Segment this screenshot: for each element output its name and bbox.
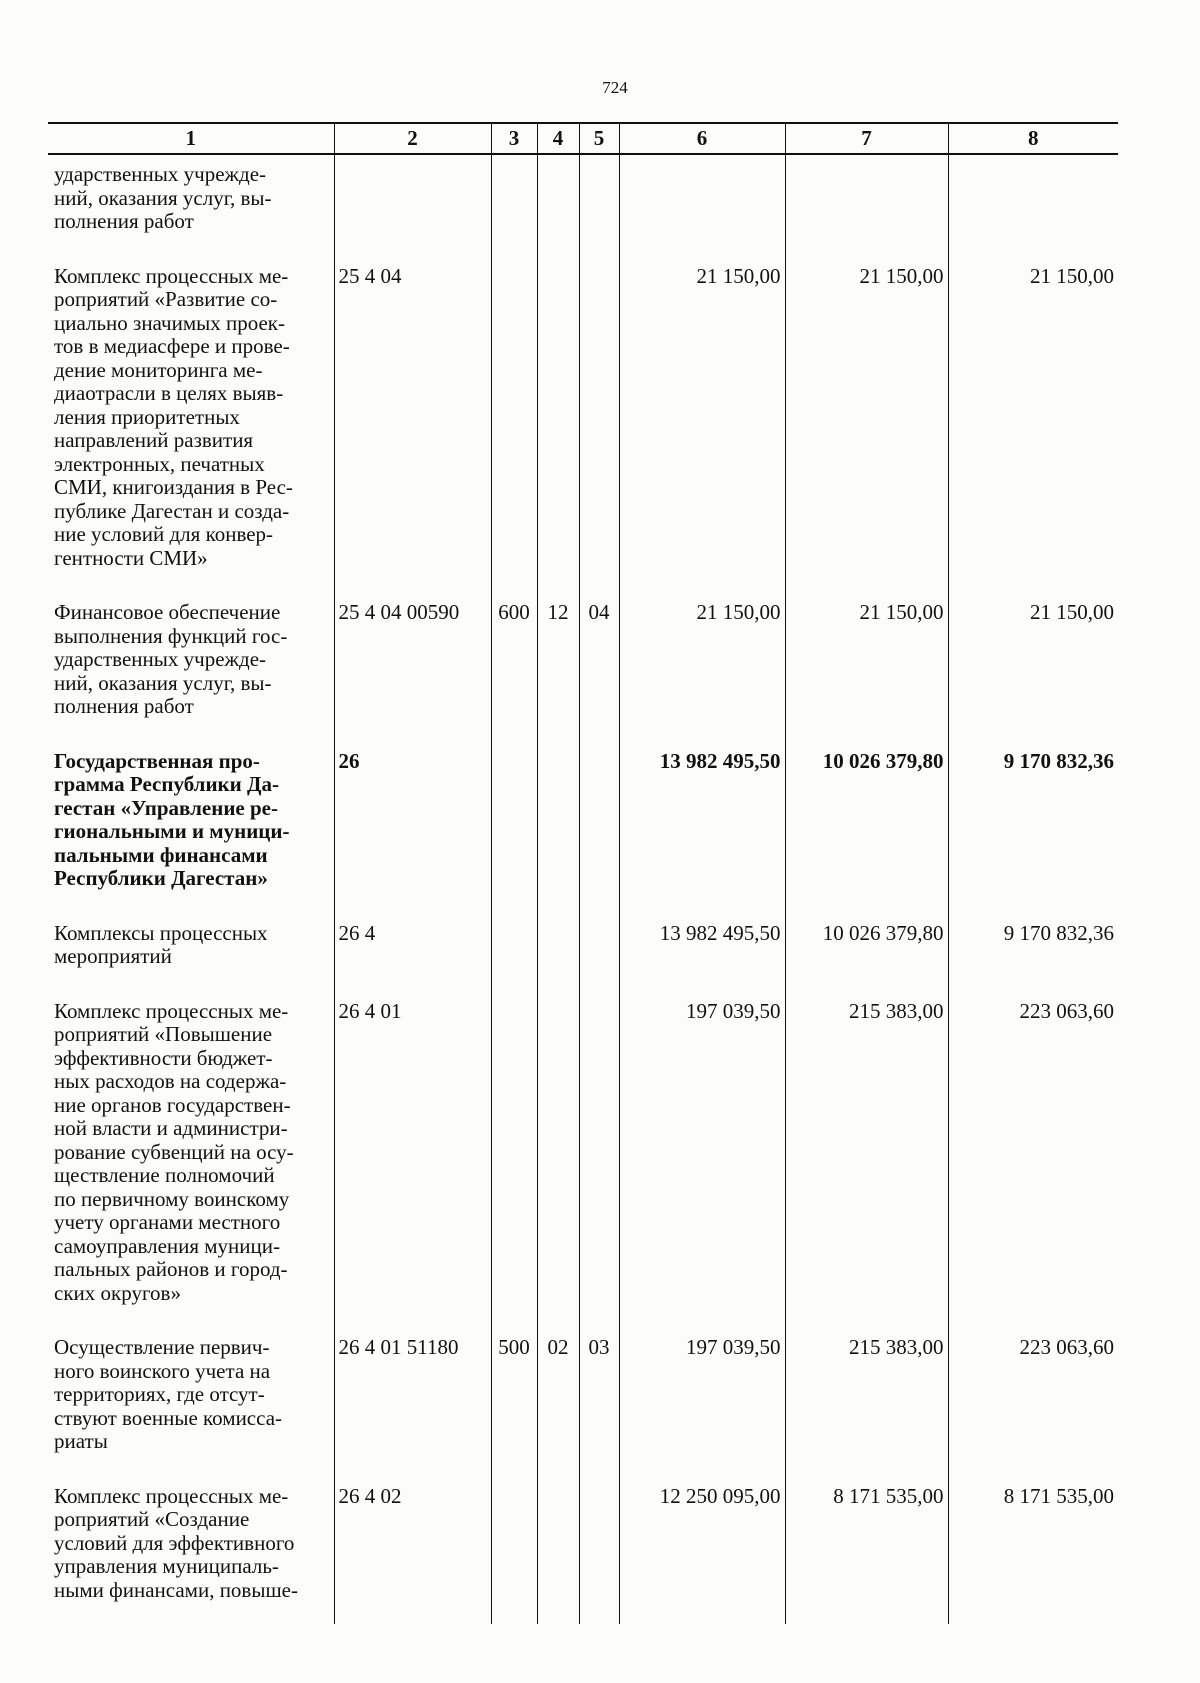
row-name-line: полнения работ [54,209,194,233]
table-row [48,922,1118,1000]
row-col5-cell [579,922,619,1000]
row-name-line: Комплекс процессных ме- [54,998,289,1023]
row-col3-cell: 500 [491,1336,537,1485]
row-name-line: управления муниципаль- [54,1554,279,1578]
row-amount-col6-cell [619,154,785,265]
row-name-line: публике Дагестан и созда- [54,498,290,523]
row-amount-col7-cell: 215 383,00 [785,1336,948,1485]
row-name-line: СМИ, книгоиздания в Рес- [54,475,293,499]
row-amount-col8-cell: 9 170 832,36 [948,922,1118,1000]
row-col5-cell [579,1000,619,1337]
row-col4-cell [537,265,579,602]
row-col5-cell [579,265,619,602]
row-name-line: грамма Республики Да- [54,772,279,796]
row-name-cell [48,1000,334,1337]
row-name-line: гиональными и муници- [54,819,290,843]
row-name-line: роприятий «Повышение [54,1022,273,1046]
row-name-line: ударственных учрежде- [54,647,267,671]
row-amount-col7-cell [785,154,948,265]
row-name-line: территориях, где отсут- [54,1382,265,1406]
table-body [48,154,1118,1624]
row-name-line: ние органов государствен- [54,1092,291,1117]
row-col5-cell: 04 [579,601,619,750]
row-col3-cell [491,154,537,265]
row-col5-cell [579,154,619,265]
row-amount-col7-cell: 10 026 379,80 [785,922,948,1000]
column-header: 4 [537,123,579,154]
row-amount-col8-cell: 21 150,00 [948,601,1118,750]
row-amount-col8-cell: 21 150,00 [948,265,1118,602]
table-header-row [48,123,1118,154]
row-col5-cell [579,750,619,922]
row-name-line: учету органами местного [54,1210,281,1234]
row-col3-cell: 600 [491,601,537,750]
row-col4-cell [537,750,579,922]
row-name-cell [48,1336,334,1485]
row-name-line: ных расходов на содержа- [54,1069,287,1093]
row-name-line: ными финансами, повыше- [54,1577,298,1602]
row-name-line: ной власти и администри- [54,1116,288,1140]
row-amount-col6-cell: 12 250 095,00 [619,1485,785,1625]
table-row [48,265,1118,602]
table-row [48,154,1118,265]
row-name-line: направлений развития [54,428,254,452]
row-name-line: роприятий «Развитие со- [54,287,278,311]
row-name-line: ние условий для конвер- [54,522,274,546]
row-code-cell: 26 4 [334,922,491,1000]
row-name-cell [48,750,334,922]
row-col3-cell [491,1485,537,1625]
row-col3-cell [491,922,537,1000]
row-col3-cell [491,1000,537,1337]
row-amount-col6-cell: 21 150,00 [619,265,785,602]
row-name-line: ний, оказания услуг, вы- [54,670,272,695]
table-row [48,1000,1118,1337]
row-name-line: ствуют военные комисса- [54,1405,283,1430]
row-amount-col7-cell: 21 150,00 [785,601,948,750]
row-name-cell [48,154,334,265]
row-amount-col6-cell: 21 150,00 [619,601,785,750]
row-amount-col8-cell: 223 063,60 [948,1000,1118,1337]
table-row [48,1336,1118,1485]
row-code-cell: 25 4 04 00590 [334,601,491,750]
row-name-line: ских округов» [54,1280,181,1305]
row-name-line: тов в медиасфере и прове- [54,334,290,358]
row-amount-col6-cell: 197 039,50 [619,1000,785,1337]
row-name-line: Комплекс процессных ме- [54,263,289,288]
row-col4-cell [537,1000,579,1337]
column-header: 5 [579,123,619,154]
row-name-line: ний, оказания услуг, вы- [54,185,272,210]
row-name-line: гестан «Управление ре- [54,795,278,820]
row-amount-col7-cell: 215 383,00 [785,1000,948,1337]
row-name-cell [48,265,334,602]
row-name-line: гентности СМИ» [54,545,208,570]
row-amount-col8-cell: 9 170 832,36 [948,750,1118,922]
row-amount-col8-cell: 8 171 535,00 [948,1485,1118,1625]
row-name-line: Комплекс процессных ме- [54,1483,289,1508]
column-header: 7 [785,123,948,154]
row-col4-cell [537,154,579,265]
row-name-line: ществление полномочий [54,1163,275,1187]
row-col3-cell [491,750,537,922]
row-col4-cell [537,922,579,1000]
table-row [48,601,1118,750]
row-name-line: ударственных учрежде- [54,162,267,186]
row-name-line: ного воинского учета на [54,1358,271,1383]
row-name-line: роприятий «Создание [54,1507,250,1531]
row-name-line: мероприятий [54,944,172,968]
row-name-cell [48,601,334,750]
row-col5-cell [579,1485,619,1625]
row-code-cell: 25 4 04 [334,265,491,602]
row-col4-cell: 02 [537,1336,579,1485]
column-header: 1 [48,123,334,154]
budget-table [48,122,1118,1624]
row-name-line: Государственная про- [54,748,260,773]
row-code-cell: 26 [334,750,491,922]
row-name-line: выполнения функций гос- [54,623,288,648]
page-number: 724 [602,78,628,97]
row-col3-cell [491,265,537,602]
row-name-line: рование субвенций на осу- [54,1139,294,1164]
row-code-cell [334,154,491,265]
row-name-line: пальных районов и город- [54,1257,288,1281]
row-name-line: электронных, печатных [54,451,265,476]
row-name-line: пальными финансами [54,842,268,867]
row-name-line: эффективности бюджет- [54,1045,273,1070]
row-name-line: условий для эффективного [54,1530,295,1555]
row-amount-col6-cell: 13 982 495,50 [619,922,785,1000]
row-col5-cell: 03 [579,1336,619,1485]
row-name-line: Финансовое обеспечение [54,600,281,624]
row-name-line: диаотрасли в целях выяв- [54,381,284,405]
row-amount-col7-cell: 8 171 535,00 [785,1485,948,1625]
row-name-line: циально значимых проек- [54,310,285,335]
row-amount-col6-cell: 197 039,50 [619,1336,785,1485]
row-name-line: самоуправления муници- [54,1233,281,1258]
row-name-line: Республики Дагестан» [54,866,268,890]
row-name-line: ления приоритетных [54,404,240,429]
column-header: 2 [334,123,491,154]
row-name-line: полнения работ [54,694,194,718]
row-col4-cell: 12 [537,601,579,750]
row-amount-col7-cell: 21 150,00 [785,265,948,602]
row-amount-col8-cell [948,154,1118,265]
column-header: 6 [619,123,785,154]
row-code-cell: 26 4 02 [334,1485,491,1625]
row-code-cell: 26 4 01 [334,1000,491,1337]
column-header: 8 [948,123,1118,154]
table-row [48,750,1118,922]
table-row [48,1485,1118,1625]
row-amount-col6-cell: 13 982 495,50 [619,750,785,922]
column-header: 3 [491,123,537,154]
row-name-line: дение мониторинга ме- [54,357,263,382]
row-col4-cell [537,1485,579,1625]
row-name-line: по первичному воинскому [54,1186,290,1211]
row-name-line: Комплексы процессных [54,920,268,945]
row-name-line: Осуществление первич- [54,1335,270,1359]
row-code-cell: 26 4 01 51180 [334,1336,491,1485]
row-name-cell [48,922,334,1000]
row-amount-col8-cell: 223 063,60 [948,1336,1118,1485]
row-amount-col7-cell: 10 026 379,80 [785,750,948,922]
row-name-cell [48,1485,334,1625]
row-name-line: риаты [54,1429,108,1453]
